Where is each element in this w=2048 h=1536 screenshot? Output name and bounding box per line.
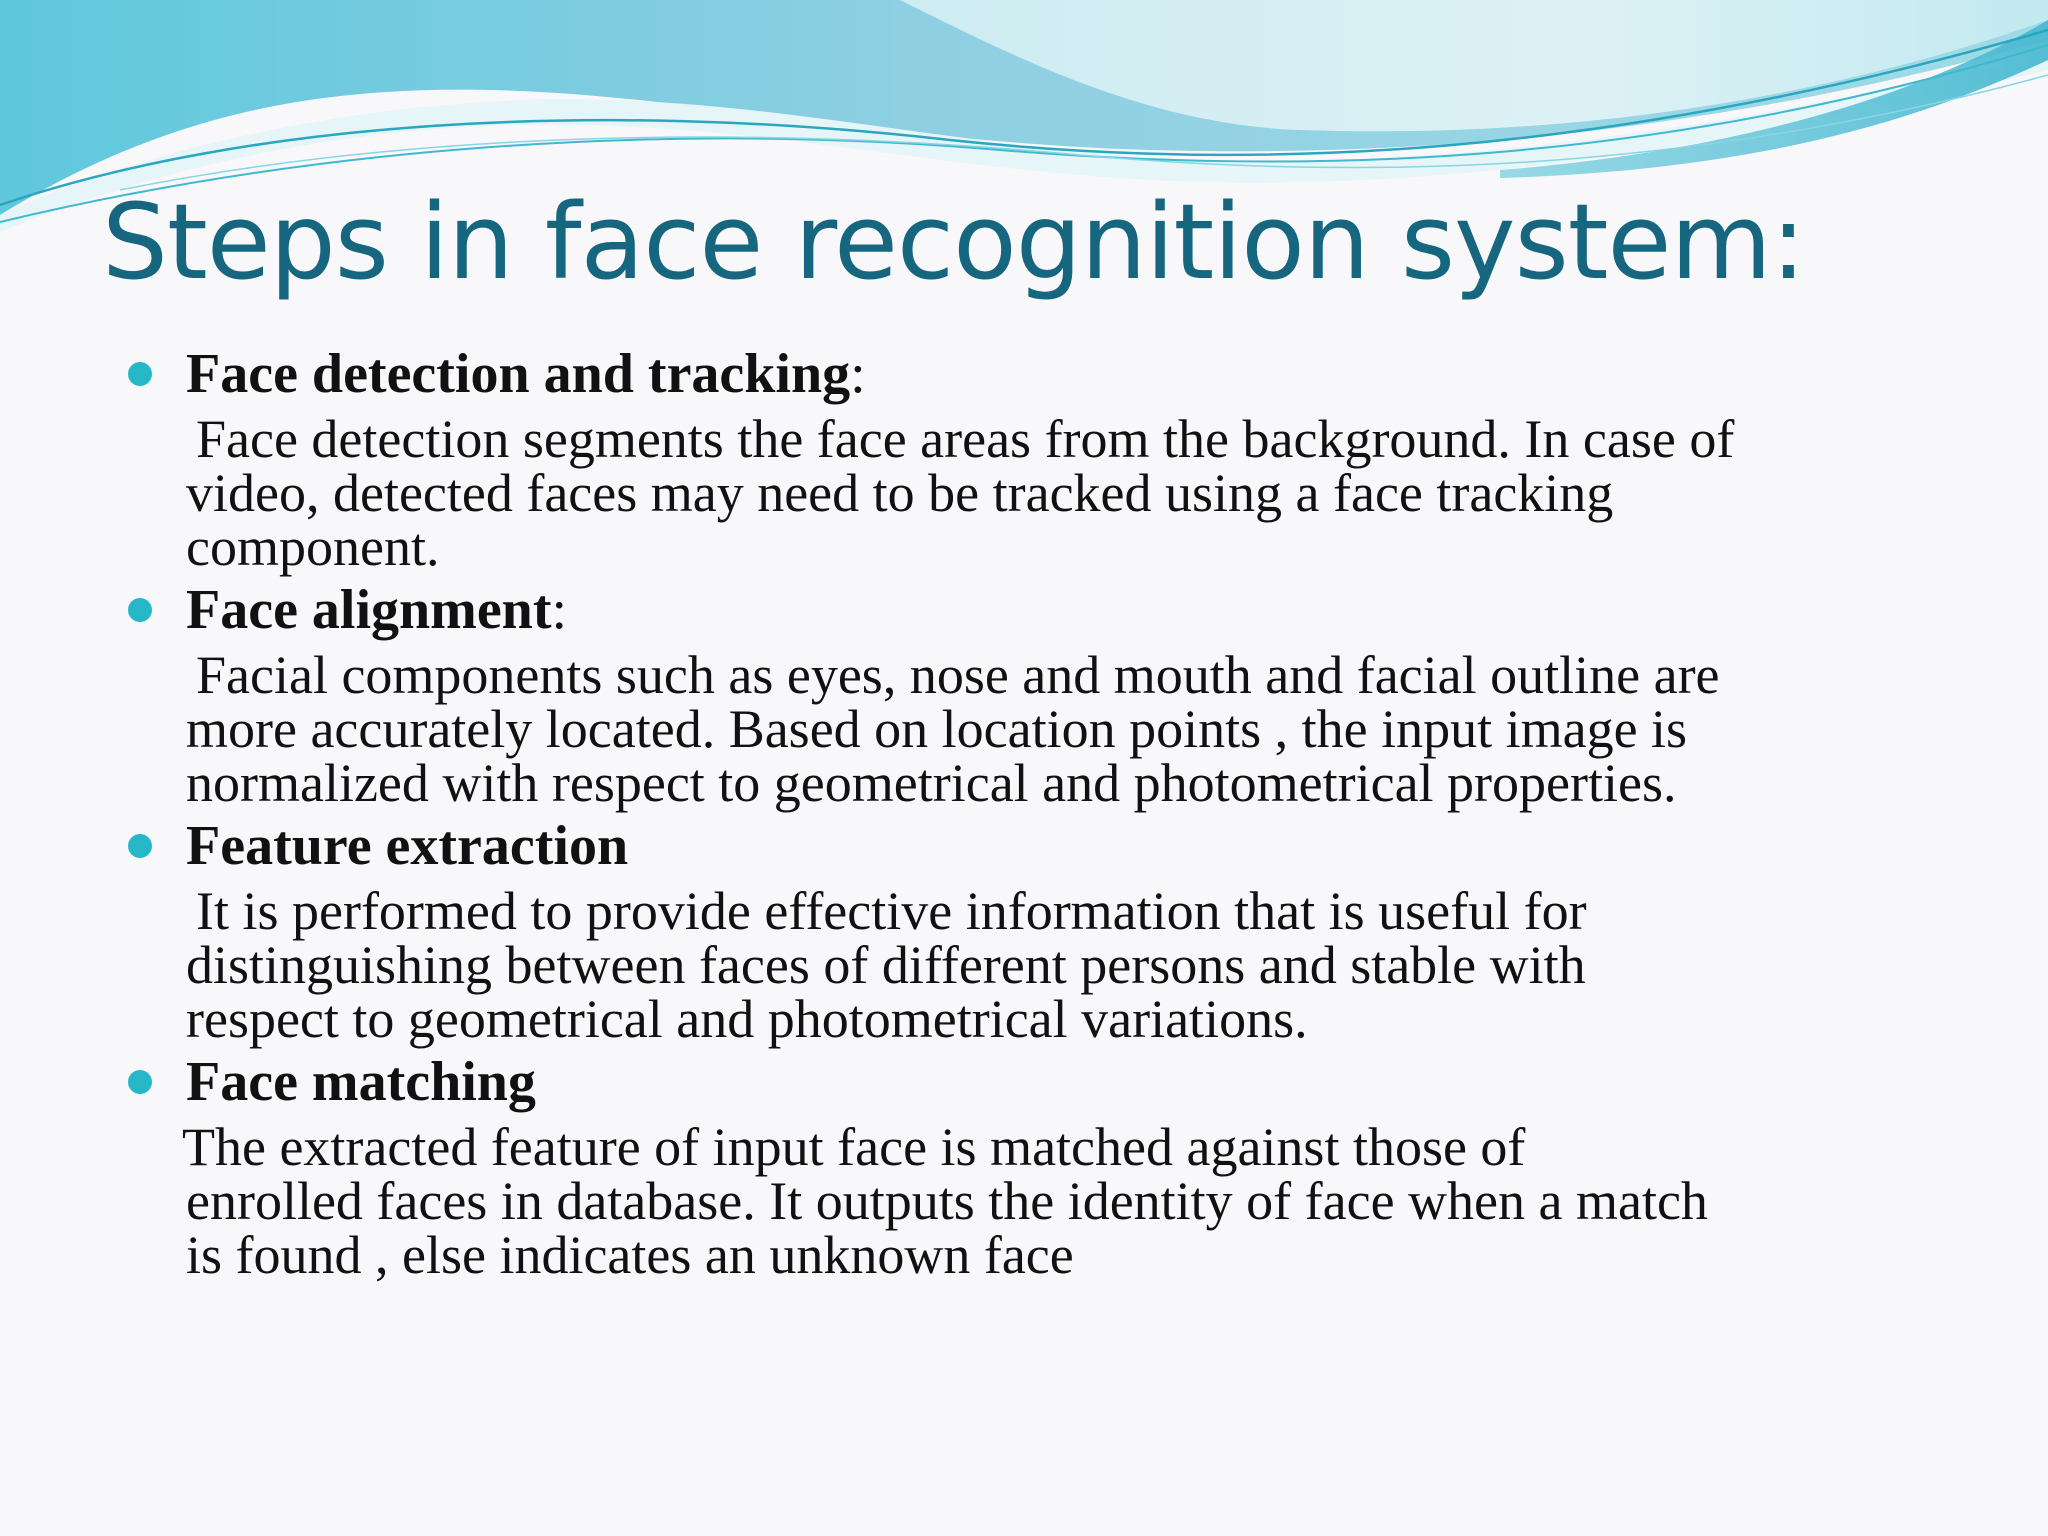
item-heading-row [128,338,1948,410]
item-heading: Face matching [186,1051,536,1113]
heading-suffix: : [850,343,866,405]
item-heading-row [128,810,1948,882]
heading-suffix: : [551,579,568,641]
item-description: Face detection segments the face areas from the background. In case of video, detected faces may need to be tracked using a face tracking component. [186,409,1735,577]
list-item-face-matching [128,1046,1948,1285]
bullet-icon [128,598,152,622]
bullet-icon [128,834,152,858]
item-description: Facial components such as eyes, nose and mouth and facial outline are more accurately located. Based on location points , the input image is normalized with respect to geometrical and photometrical properties. [186,645,1720,813]
item-heading: Face alignment [186,579,552,641]
item-heading: Face detection and tracking [186,343,851,405]
item-heading-row [128,1046,1948,1118]
item-description: The extracted feature of input face is matched against those of enrolled faces in database. It outputs the identity of face when a match is found , else indicates an unknown face [182,1117,1708,1285]
bullet-icon [128,362,152,386]
slide-title: Steps in face recognition system: [102,181,1805,303]
item-heading-row [128,574,1948,646]
list-item-face-alignment [128,574,1948,813]
list-item-face-detection [128,338,1948,577]
bullet-icon [128,1070,152,1094]
bullet-list [128,338,1948,1285]
list-item-feature-extraction [128,810,1948,1049]
item-description: It is performed to provide effective information that is useful for distinguishing between faces of different persons and stable with respect to geometrical and photometrical variations. [186,881,1587,1049]
item-heading: Feature extraction [186,815,629,877]
